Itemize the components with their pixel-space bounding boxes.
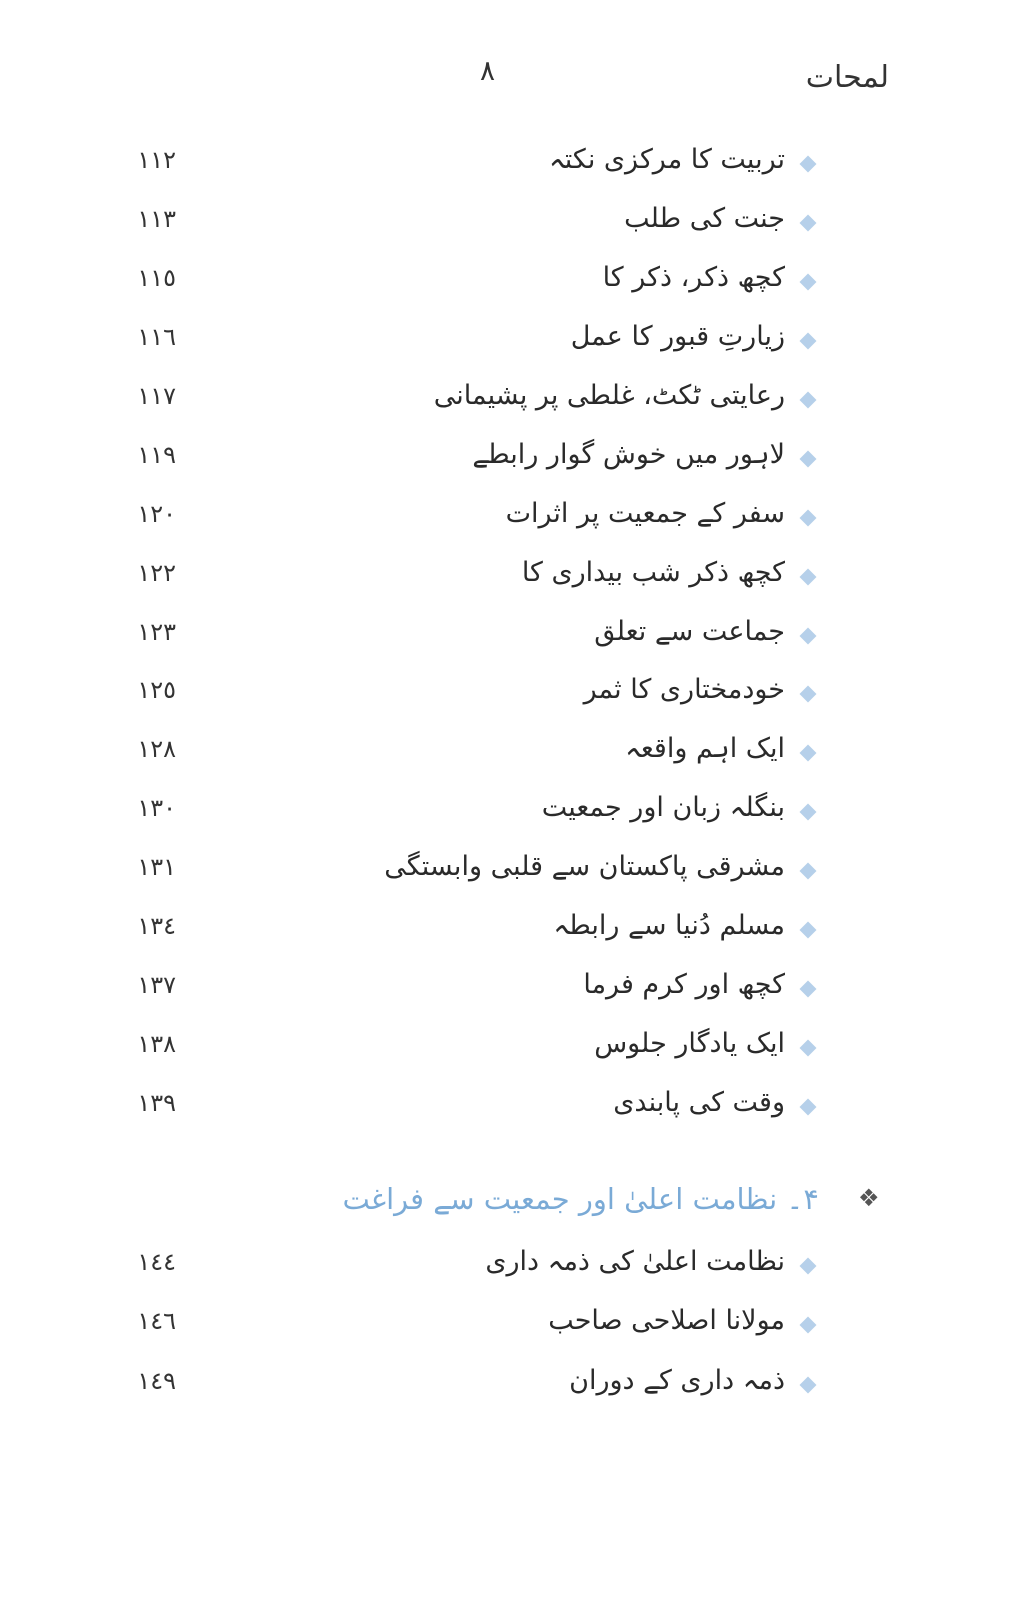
toc-entry-page: ١٢٥ [137,676,176,704]
toc-entry[interactable] [0,496,1009,546]
toc-entry[interactable] [0,849,1009,899]
diamond-bullet-icon [800,333,817,350]
toc-entry-title: بنگلہ زبان اور جمعیت [541,792,785,823]
toc-entry-title: وقت کی پابندی [613,1087,785,1118]
diamond-bullet-icon [800,392,817,409]
toc-entry-title: ایک یادگار جلوس [594,1028,785,1059]
toc-entry-page: ١٣٤ [137,912,176,940]
toc-entry-page: ١٤٤ [137,1248,176,1276]
diamond-bullet-icon [800,686,817,703]
toc-entry-page: ١٢٨ [137,735,176,763]
toc-entry[interactable] [0,378,1009,428]
toc-entry-title: سفر کے جمعیت پر اثرات [505,498,785,529]
toc-entry-page: ١٢٠ [137,500,176,528]
toc-entry[interactable] [0,614,1009,664]
toc-entry-title: ایک اہم واقعہ [625,733,785,764]
toc-entry[interactable] [0,319,1009,369]
toc-entry-page: ١٤٦ [137,1307,176,1335]
toc-entry-page: ١١٩ [137,441,176,469]
toc-entry[interactable] [0,142,1009,192]
toc-entry[interactable] [0,1026,1009,1076]
chapter-title: ۴۔ نظامت اعلیٰ اور جمعیت سے فراغت [342,1182,819,1216]
diamond-bullet-icon [800,745,817,762]
toc-entry-title: ذمہ داری کے دوران [569,1365,785,1396]
toc-entry[interactable] [0,437,1009,487]
diamond-bullet-icon [800,569,817,586]
toc-entry-title: جنت کی طلب [624,203,785,234]
diamond-bullet-icon [800,215,817,232]
toc-entry-page: ١١٧ [137,382,176,410]
toc-entry-title: نظامت اعلیٰ کی ذمہ داری [485,1246,785,1277]
toc-entry[interactable] [0,908,1009,958]
diamond-bullet-icon [800,863,817,880]
diamond-bullet-icon [800,1258,817,1275]
toc-entry-page: ١١٢ [137,146,176,174]
diamond-bullet-icon [800,981,817,998]
diamond-bullet-icon [800,628,817,645]
toc-entry[interactable] [0,1303,1009,1353]
toc-entry[interactable] [0,731,1009,781]
running-title: لمحات [805,60,889,95]
toc-entry-title: لاہور میں خوش گوار رابطے [472,439,785,470]
toc-entry[interactable] [0,967,1009,1017]
diamond-bullet-icon [800,510,817,527]
toc-entry-title: کچھ ذکر، ذکر کا [602,262,785,293]
toc-entry-title: کچھ ذکر شب بیداری کا [521,557,785,588]
toc-entry-title: رعایتی ٹکٹ، غلطی پر پشیمانی [433,380,785,411]
toc-entry-page: ١٤٩ [137,1367,176,1395]
toc-entry[interactable] [0,1363,1009,1413]
chapter-heading[interactable] [0,1178,1009,1228]
diamond-bullet-icon [800,1040,817,1057]
toc-entry-page: ١١٦ [137,323,176,351]
toc-entry-page: ١٣٧ [137,971,176,999]
toc-entry-page: ١٣٨ [137,1030,176,1058]
page-number: ٨ [480,54,496,87]
four-diamond-ornament-icon: ❖ [858,1184,880,1212]
toc-entry-page: ١١٥ [137,264,176,292]
diamond-bullet-icon [800,156,817,173]
toc-entry-title: مسلم دُنیا سے رابطہ [553,910,785,941]
toc-entry-page: ١٢٣ [137,618,176,646]
toc-entry-title: مشرقی پاکستان سے قلبی وابستگی [384,851,785,882]
diamond-bullet-icon [800,922,817,939]
toc-entry[interactable] [0,260,1009,310]
toc-entry-page: ١٣٠ [137,794,176,822]
diamond-bullet-icon [800,1317,817,1334]
diamond-bullet-icon [800,1377,817,1394]
diamond-bullet-icon [800,804,817,821]
toc-entry[interactable] [0,790,1009,840]
toc-entry[interactable] [0,1085,1009,1135]
toc-entry-title: خودمختاری کا ثمر [583,674,785,705]
page-header [0,52,1009,112]
toc-entry[interactable] [0,555,1009,605]
toc-entry-title: جماعت سے تعلق [594,616,785,647]
toc-entry[interactable] [0,1244,1009,1294]
toc-entry-title: زیارتِ قبور کا عمل [570,321,785,352]
diamond-bullet-icon [800,451,817,468]
toc-entry-page: ١٣٩ [137,1089,176,1117]
toc-entry-page: ١٢٢ [137,559,176,587]
diamond-bullet-icon [800,274,817,291]
toc-entry-page: ١١٣ [137,205,176,233]
toc-entry-title: مولانا اصلاحی صاحب [548,1305,785,1336]
toc-entry-page: ١٣١ [137,853,176,881]
toc-entry-title: تربیت کا مرکزی نکتہ [548,144,785,175]
toc-entry[interactable] [0,672,1009,722]
diamond-bullet-icon [800,1099,817,1116]
toc-entry[interactable] [0,201,1009,251]
toc-entry-title: کچھ اور کرم فرما [583,969,785,1000]
